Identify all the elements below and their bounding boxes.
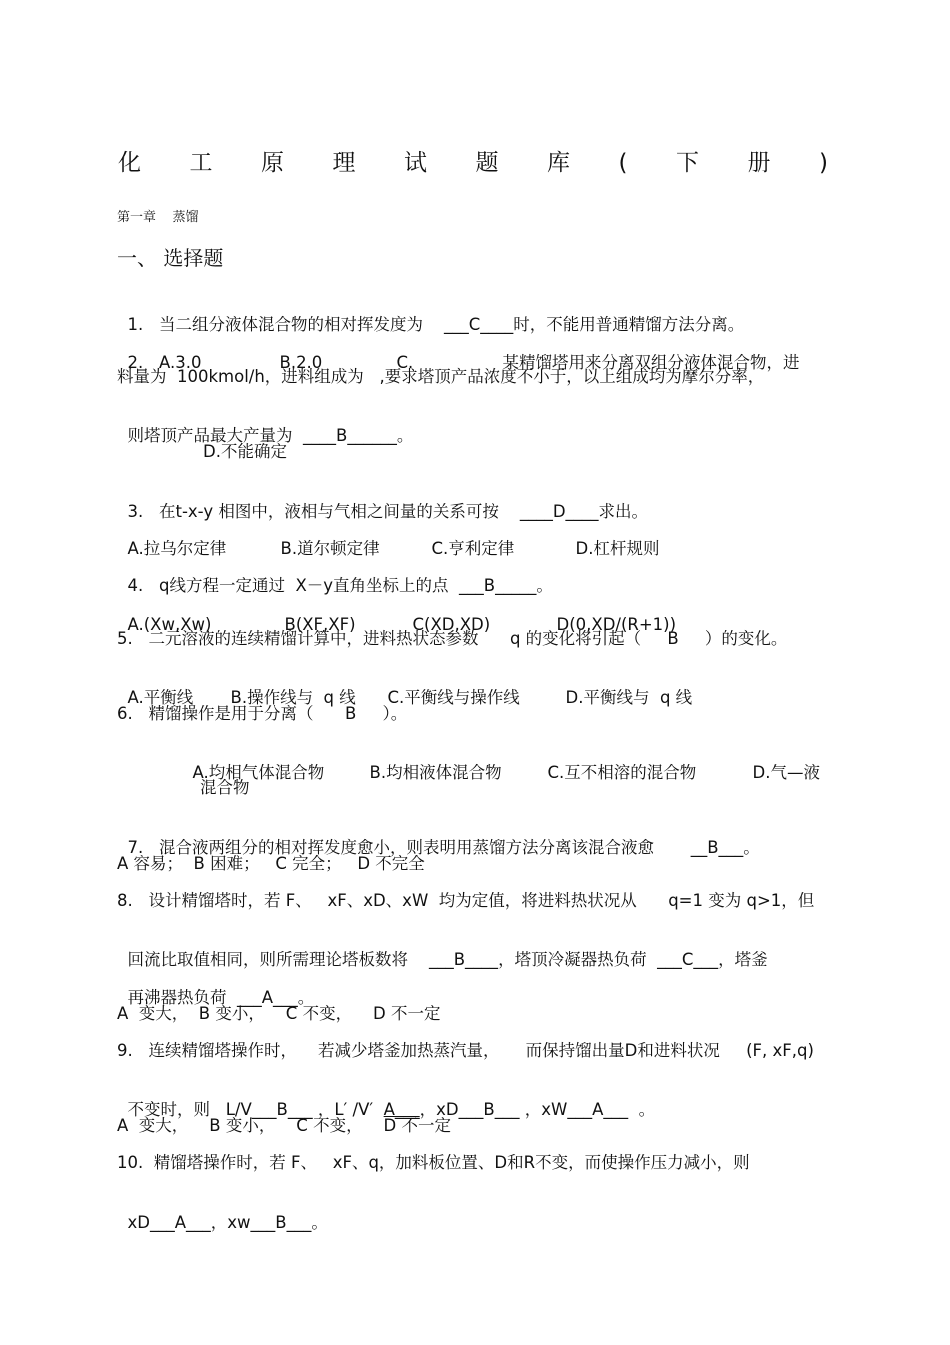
question-text: ，xw: [210, 1213, 251, 1232]
question-text: 。: [536, 576, 553, 595]
question-text: 。: [311, 1213, 328, 1232]
option-a: A.拉乌尔定律: [127, 539, 227, 558]
question-text: xD: [127, 1213, 150, 1232]
question-7-options: A 容易； B 困难； C 完全； D 不完全: [117, 854, 425, 873]
answer-blank: ___B___: [251, 1100, 313, 1119]
option-a: 2. A.3.0: [127, 353, 202, 372]
question-2-line-2: 料量为 100kmol/h，进料组成为 ,要求塔顶产品浓度不小于，以上组成均为摩尔分率，: [117, 367, 765, 386]
answer-blank: ___B_____: [459, 576, 537, 595]
answer-blank: ___B____: [428, 950, 499, 969]
option-c: C.亨利定律: [431, 539, 515, 558]
question-10-line-2: [117, 1190, 328, 1234]
question-text: ，塔釜: [718, 950, 768, 969]
answer-blank: ___B___: [250, 1213, 312, 1232]
chapter-heading: 第一章 蒸馏: [117, 210, 199, 225]
option-b: B(XF,XF): [284, 615, 356, 634]
option-d: D.不能确定: [203, 442, 287, 461]
answer-blank: __B___: [690, 838, 744, 857]
answer-blank: ___A___: [149, 1213, 211, 1232]
question-4: [117, 553, 553, 597]
question-text: 。: [628, 1100, 656, 1119]
title-char: 库: [547, 150, 570, 176]
question-text: 时，不能用普通精馏方法分离。: [513, 315, 745, 334]
question-text: ，xD: [419, 1100, 459, 1119]
title-char: (: [618, 150, 628, 176]
question-8-line-1: 8. 设计精馏塔时，若 F、 xF、xD、xW 均为定值，将进料热状况从 q=1 变为 q>1，但: [117, 891, 815, 910]
option-c: C.互不相溶的混合物: [547, 763, 697, 782]
title-char: 试: [404, 150, 427, 176]
question-text: 。: [297, 988, 315, 1007]
answer-blank: ___B___: [458, 1100, 520, 1119]
title-char: 工: [189, 150, 213, 176]
question-text: 3. 在t-x-y 相图中，液相与气相之间量的关系可按: [127, 502, 520, 521]
option-d: D(0,XD/(R+1)): [556, 615, 677, 634]
answer-blank: ___A___: [567, 1100, 629, 1119]
answer-blank: ___C____: [443, 315, 514, 334]
question-6-options: [182, 740, 820, 784]
question-text: 求出。: [598, 502, 649, 521]
answer-blank: ___C___: [657, 950, 719, 969]
question-text: ，塔顶冷凝器热负荷: [498, 950, 658, 969]
option-a: A.均相气体混合物: [192, 763, 325, 782]
option-d-continued: 混合物: [200, 778, 250, 797]
title-char: 册: [747, 150, 771, 176]
question-text: 7. 混合液两组分的相对挥发度愈小，则表明用蒸馏方法分离该混合液愈: [127, 838, 691, 857]
option-c: C(XD,XD): [412, 615, 491, 634]
question-8-options: A 变大， B 变小， C 不变， D 不一定: [117, 1004, 441, 1023]
question-text: 回流比取值相同，则所需理论塔板数将: [127, 950, 429, 969]
question-text: 则塔顶产品最大产量为: [127, 426, 303, 445]
option-d: D.气—液: [752, 763, 820, 782]
page-title: [118, 148, 828, 178]
option-c: C.平衡线与操作线: [387, 688, 520, 707]
question-6: 6. 精馏操作是用于分离（ B ）。: [117, 704, 408, 723]
title-char: ): [818, 150, 828, 176]
title-char: 化: [118, 150, 141, 176]
question-text: 4. q线方程一定通过 X－y直角坐标上的点: [127, 576, 459, 595]
answer-blank: A___: [383, 1100, 420, 1119]
question-text: 。: [396, 426, 414, 445]
question-9-line-1: 9. 连续精馏塔操作时， 若减少塔釜加热蒸汽量， 而保持馏出量D和进料状况 (F, xF,q): [117, 1041, 814, 1060]
option-b: B.2.0: [279, 353, 323, 372]
title-char: 下: [675, 150, 699, 176]
title-char: 原: [261, 150, 284, 176]
answer-blank: ____B______: [303, 426, 397, 445]
title-char: 题: [475, 150, 499, 176]
option-a: A.(Xw,Xw): [127, 615, 212, 634]
question-9-options: A 变大， B 变小， C 不变， D 不一定: [117, 1116, 451, 1135]
option-a: A.平衡线: [127, 688, 194, 707]
option-b: B.均相液体混合物: [369, 763, 502, 782]
option-b: B.道尔顿定律: [280, 539, 380, 558]
question-text: 再沸器热负荷: [127, 988, 237, 1007]
question-10-line-1: 10. 精馏塔操作时，若 F、 xF、q，加料板位置、D和R不变，而使操作压力减小，则: [117, 1153, 750, 1172]
option-c: C.: [396, 353, 414, 372]
question-text: ，xW: [519, 1100, 568, 1119]
option-b: B.操作线与 q 线: [230, 688, 356, 707]
option-d: D.平衡线与 q 线: [565, 688, 693, 707]
question-text: 1. 当二组分液体混合物的相对挥发度为: [127, 315, 444, 334]
question-text: 不变时，则 L/V: [127, 1100, 252, 1119]
title-char: 理: [332, 150, 356, 176]
answer-blank: ____D____: [519, 502, 599, 521]
question-5: 5. 二元溶液的连续精馏计算中，进料热状态参数 q 的变化将引起（ B ）的变化。: [117, 629, 788, 648]
question-text: 某精馏塔用来分离双组分液体混合物，进: [502, 353, 800, 372]
answer-blank: ___A___: [237, 988, 298, 1007]
option-d: D.杠杆规则: [575, 539, 660, 558]
question-text: ，L′ /V′: [312, 1100, 384, 1119]
question-text: 。: [743, 838, 760, 857]
section-heading: 一、 选择题: [117, 246, 224, 270]
